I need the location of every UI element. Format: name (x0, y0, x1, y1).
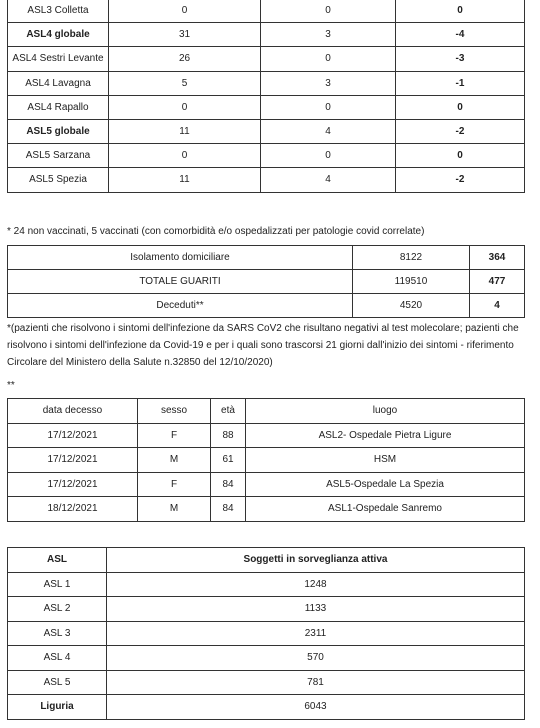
asl-name: Liguria (8, 695, 107, 720)
death-place: ASL1-Ospedale Sanremo (246, 497, 525, 522)
delta-cell: -3 (396, 47, 525, 71)
death-place: ASL2- Ospedale Pietra Ligure (246, 423, 525, 448)
surveillance-value: 1133 (107, 597, 525, 622)
column-header: età (211, 399, 246, 424)
asl-name: ASL5 Sarzana (8, 144, 109, 168)
value-cell: 5 (109, 71, 261, 95)
surveillance-table (7, 547, 525, 720)
table-row (8, 646, 525, 671)
asl-name: ASL 2 (8, 597, 107, 622)
death-sex: M (138, 448, 211, 473)
asl-name: ASL5 globale (8, 119, 109, 143)
delta-cell: -2 (396, 168, 525, 192)
death-sex: F (138, 472, 211, 497)
surveillance-value: 781 (107, 670, 525, 695)
asl-cases-table (7, 0, 525, 193)
table-row (8, 144, 525, 168)
asl-name: ASL4 Lavagna (8, 71, 109, 95)
table-header-row (8, 399, 525, 424)
summary-value: 4520 (353, 294, 470, 318)
table-row (8, 621, 525, 646)
summary-label: TOTALE GUARITI (8, 270, 353, 294)
table-row (8, 270, 525, 294)
asl-name: ASL4 Rapallo (8, 95, 109, 119)
deaths-table (7, 398, 525, 522)
death-age: 88 (211, 423, 246, 448)
value-cell: 4 (261, 168, 396, 192)
death-age: 84 (211, 497, 246, 522)
value-cell: 3 (261, 71, 396, 95)
table-row (8, 71, 525, 95)
asl-name: ASL4 globale (8, 23, 109, 47)
death-place: HSM (246, 448, 525, 473)
delta-cell: -2 (396, 119, 525, 143)
table-row (8, 119, 525, 143)
summary-delta: 364 (470, 246, 525, 270)
vaccination-note: * 24 non vaccinati, 5 vaccinati (con comorbidità e/o ospedalizzati per patologie covid correlate) (7, 226, 425, 237)
table-row (8, 294, 525, 318)
value-cell: 11 (109, 119, 261, 143)
surveillance-value: 1248 (107, 572, 525, 597)
surveillance-value: 570 (107, 646, 525, 671)
table-row (8, 423, 525, 448)
summary-label: Isolamento domiciliare (8, 246, 353, 270)
delta-cell: 0 (396, 0, 525, 23)
delta-cell: 0 (396, 95, 525, 119)
death-sex: M (138, 497, 211, 522)
value-cell: 0 (261, 144, 396, 168)
double-star-marker: ** (7, 380, 15, 391)
summary-delta: 4 (470, 294, 525, 318)
column-header: Soggetti in sorveglianza attiva (107, 548, 525, 573)
surveillance-value: 6043 (107, 695, 525, 720)
delta-cell: -1 (396, 71, 525, 95)
value-cell: 26 (109, 47, 261, 71)
delta-cell: -4 (396, 23, 525, 47)
asl-name: ASL4 Sestri Levante (8, 47, 109, 71)
value-cell: 4 (261, 119, 396, 143)
death-date: 17/12/2021 (8, 448, 138, 473)
death-date: 17/12/2021 (8, 423, 138, 448)
death-age: 61 (211, 448, 246, 473)
table-row (8, 497, 525, 522)
value-cell: 0 (261, 47, 396, 71)
asl-name: ASL 3 (8, 621, 107, 646)
column-header: sesso (138, 399, 211, 424)
value-cell: 0 (109, 95, 261, 119)
value-cell: 31 (109, 23, 261, 47)
table-row (8, 95, 525, 119)
value-cell: 0 (109, 0, 261, 23)
table-row (8, 448, 525, 473)
table-row (8, 695, 525, 720)
table-header-row (8, 548, 525, 573)
table-row (8, 572, 525, 597)
asl-name: ASL 1 (8, 572, 107, 597)
value-cell: 0 (261, 0, 396, 23)
column-header: data decesso (8, 399, 138, 424)
value-cell: 11 (109, 168, 261, 192)
value-cell: 0 (109, 144, 261, 168)
death-sex: F (138, 423, 211, 448)
column-header: luogo (246, 399, 525, 424)
table-row (8, 597, 525, 622)
summary-value: 119510 (353, 270, 470, 294)
death-date: 17/12/2021 (8, 472, 138, 497)
table-row (8, 246, 525, 270)
table-row (8, 168, 525, 192)
summary-table (7, 245, 525, 318)
surveillance-value: 2311 (107, 621, 525, 646)
value-cell: 0 (261, 95, 396, 119)
table-row (8, 472, 525, 497)
summary-label: Deceduti** (8, 294, 353, 318)
death-place: ASL5-Ospedale La Spezia (246, 472, 525, 497)
table-row (8, 0, 525, 23)
value-cell: 3 (261, 23, 396, 47)
asl-name: ASL5 Spezia (8, 168, 109, 192)
asl-name: ASL 5 (8, 670, 107, 695)
asl-name: ASL 4 (8, 646, 107, 671)
death-age: 84 (211, 472, 246, 497)
asl-name: ASL3 Colletta (8, 0, 109, 23)
table-row (8, 47, 525, 71)
guariti-definition-note: *(pazienti che risolvono i sintomi dell'infezione da SARS CoV2 che risultano negativi al test molecolare; pazienti che risolvono i sintomi dell'infezione da Covid-19 e per i quali sono trascorsi 21 giorni dall'inizio dei sintomi - riferimento Circolare del Ministero della Salute n.32850 del 12/10/2020) (7, 323, 519, 368)
summary-delta: 477 (470, 270, 525, 294)
table-row (8, 670, 525, 695)
summary-value: 8122 (353, 246, 470, 270)
table-row (8, 23, 525, 47)
death-date: 18/12/2021 (8, 497, 138, 522)
delta-cell: 0 (396, 144, 525, 168)
column-header: ASL (8, 548, 107, 573)
